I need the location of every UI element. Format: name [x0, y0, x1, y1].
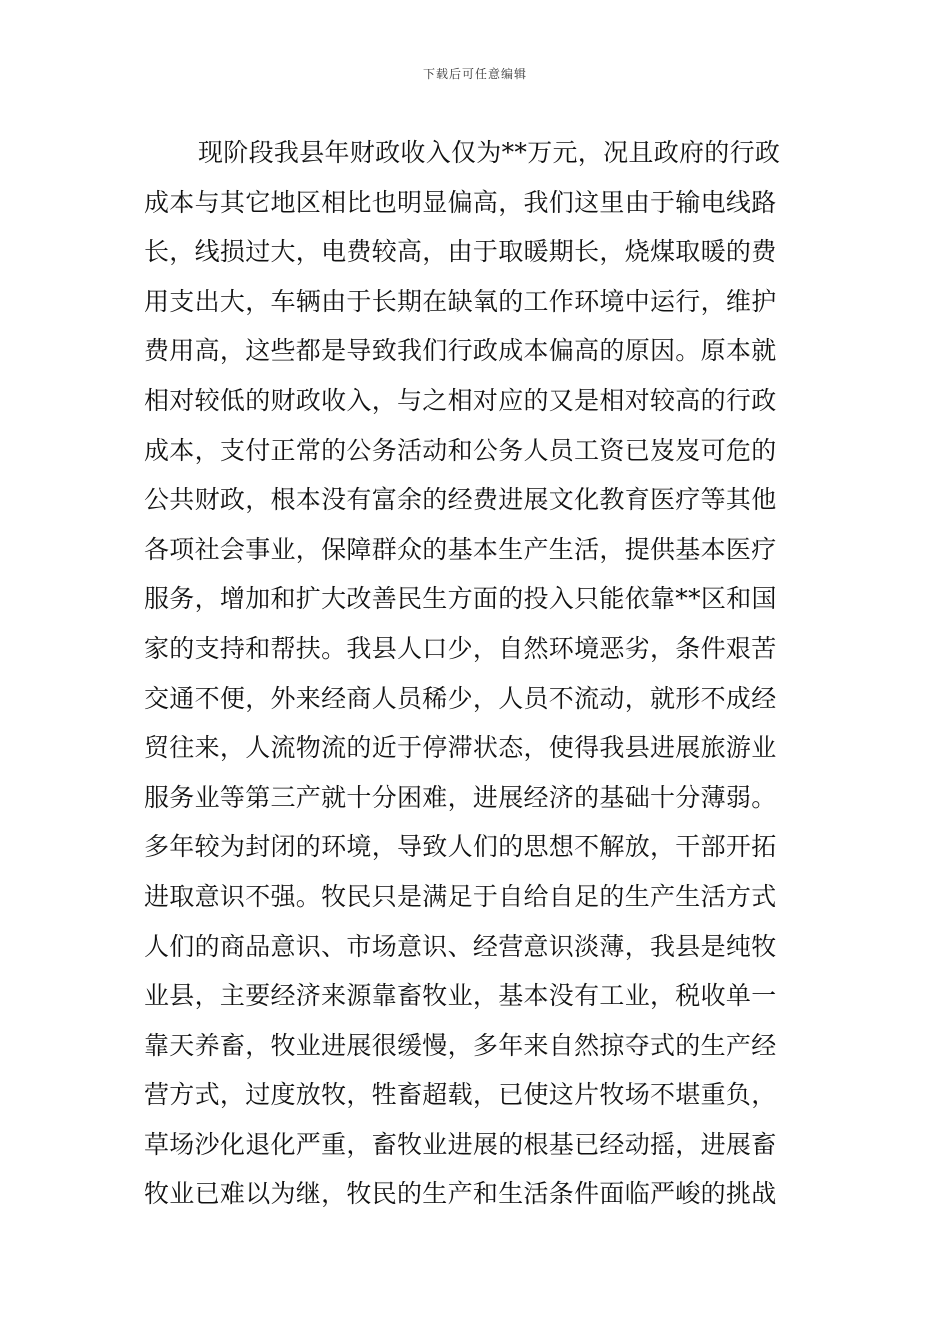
- text-line: 相对较低的财政收入，与之相对应的又是相对较高的行政: [144, 385, 777, 415]
- text-line: 进取意识不强。牧民只是满足于自给自足的生产生活方式: [144, 881, 777, 911]
- text-line: 公共财政，根本没有富余的经费进展文化教育医疗等其他: [144, 485, 777, 515]
- text-line: 费用高，这些都是导致我们行政成本偏高的原因。原本就: [144, 336, 777, 366]
- text-line: 服务，增加和扩大改善民生方面的投入只能依靠**区和国: [144, 584, 777, 614]
- text-line: 各项社会事业，保障群众的基本生产生活，提供基本医疗: [144, 534, 777, 564]
- text-line: 成本，支付正常的公务活动和公务人员工资已岌岌可危的: [144, 435, 777, 465]
- text-line: 成本与其它地区相比也明显偏高，我们这里由于输电线路: [144, 187, 777, 217]
- text-line: 多年较为封闭的环境，导致人们的思想不解放，干部开拓: [144, 832, 777, 862]
- text-line: 现阶段我县年财政收入仅为**万元，况且政府的行政: [198, 138, 781, 167]
- text-line: 靠天养畜，牧业进展很缓慢，多年来自然掠夺式的生产经: [144, 1030, 777, 1060]
- text-line: 用支出大，车辆由于长期在缺氧的工作环境中运行，维护: [144, 286, 777, 316]
- text-line: 交通不便，外来经商人员稀少，人员不流动，就形不成经: [144, 683, 777, 713]
- text-line: 贸往来，人流物流的近于停滞状态，使得我县进展旅游业: [144, 733, 777, 763]
- text-line: 人们的商品意识、市场意识、经营意识淡薄，我县是纯牧: [144, 931, 777, 961]
- text-line: 营方式，过度放牧，牲畜超载，已使这片牧场不堪重负，: [144, 1080, 777, 1110]
- text-line: 家的支持和帮扶。我县人口少，自然环境恶劣，条件艰苦: [144, 633, 777, 663]
- text-line: 服务业等第三产就十分困难，进展经济的基础十分薄弱。: [144, 782, 777, 812]
- text-line: 牧业已难以为继，牧民的生产和生活条件面临严峻的挑战: [144, 1179, 777, 1209]
- text-line: 业县，主要经济来源靠畜牧业，基本没有工业，税收单一: [144, 981, 777, 1011]
- text-line: 草场沙化退化严重，畜牧业进展的根基已经动摇，进展畜: [144, 1129, 777, 1159]
- text-line: 长，线损过大，电费较高，由于取暖期长，烧煤取暖的费: [144, 237, 777, 267]
- page-header: 下载后可任意编辑: [422, 67, 527, 81]
- body-paragraph: [144, 128, 808, 1219]
